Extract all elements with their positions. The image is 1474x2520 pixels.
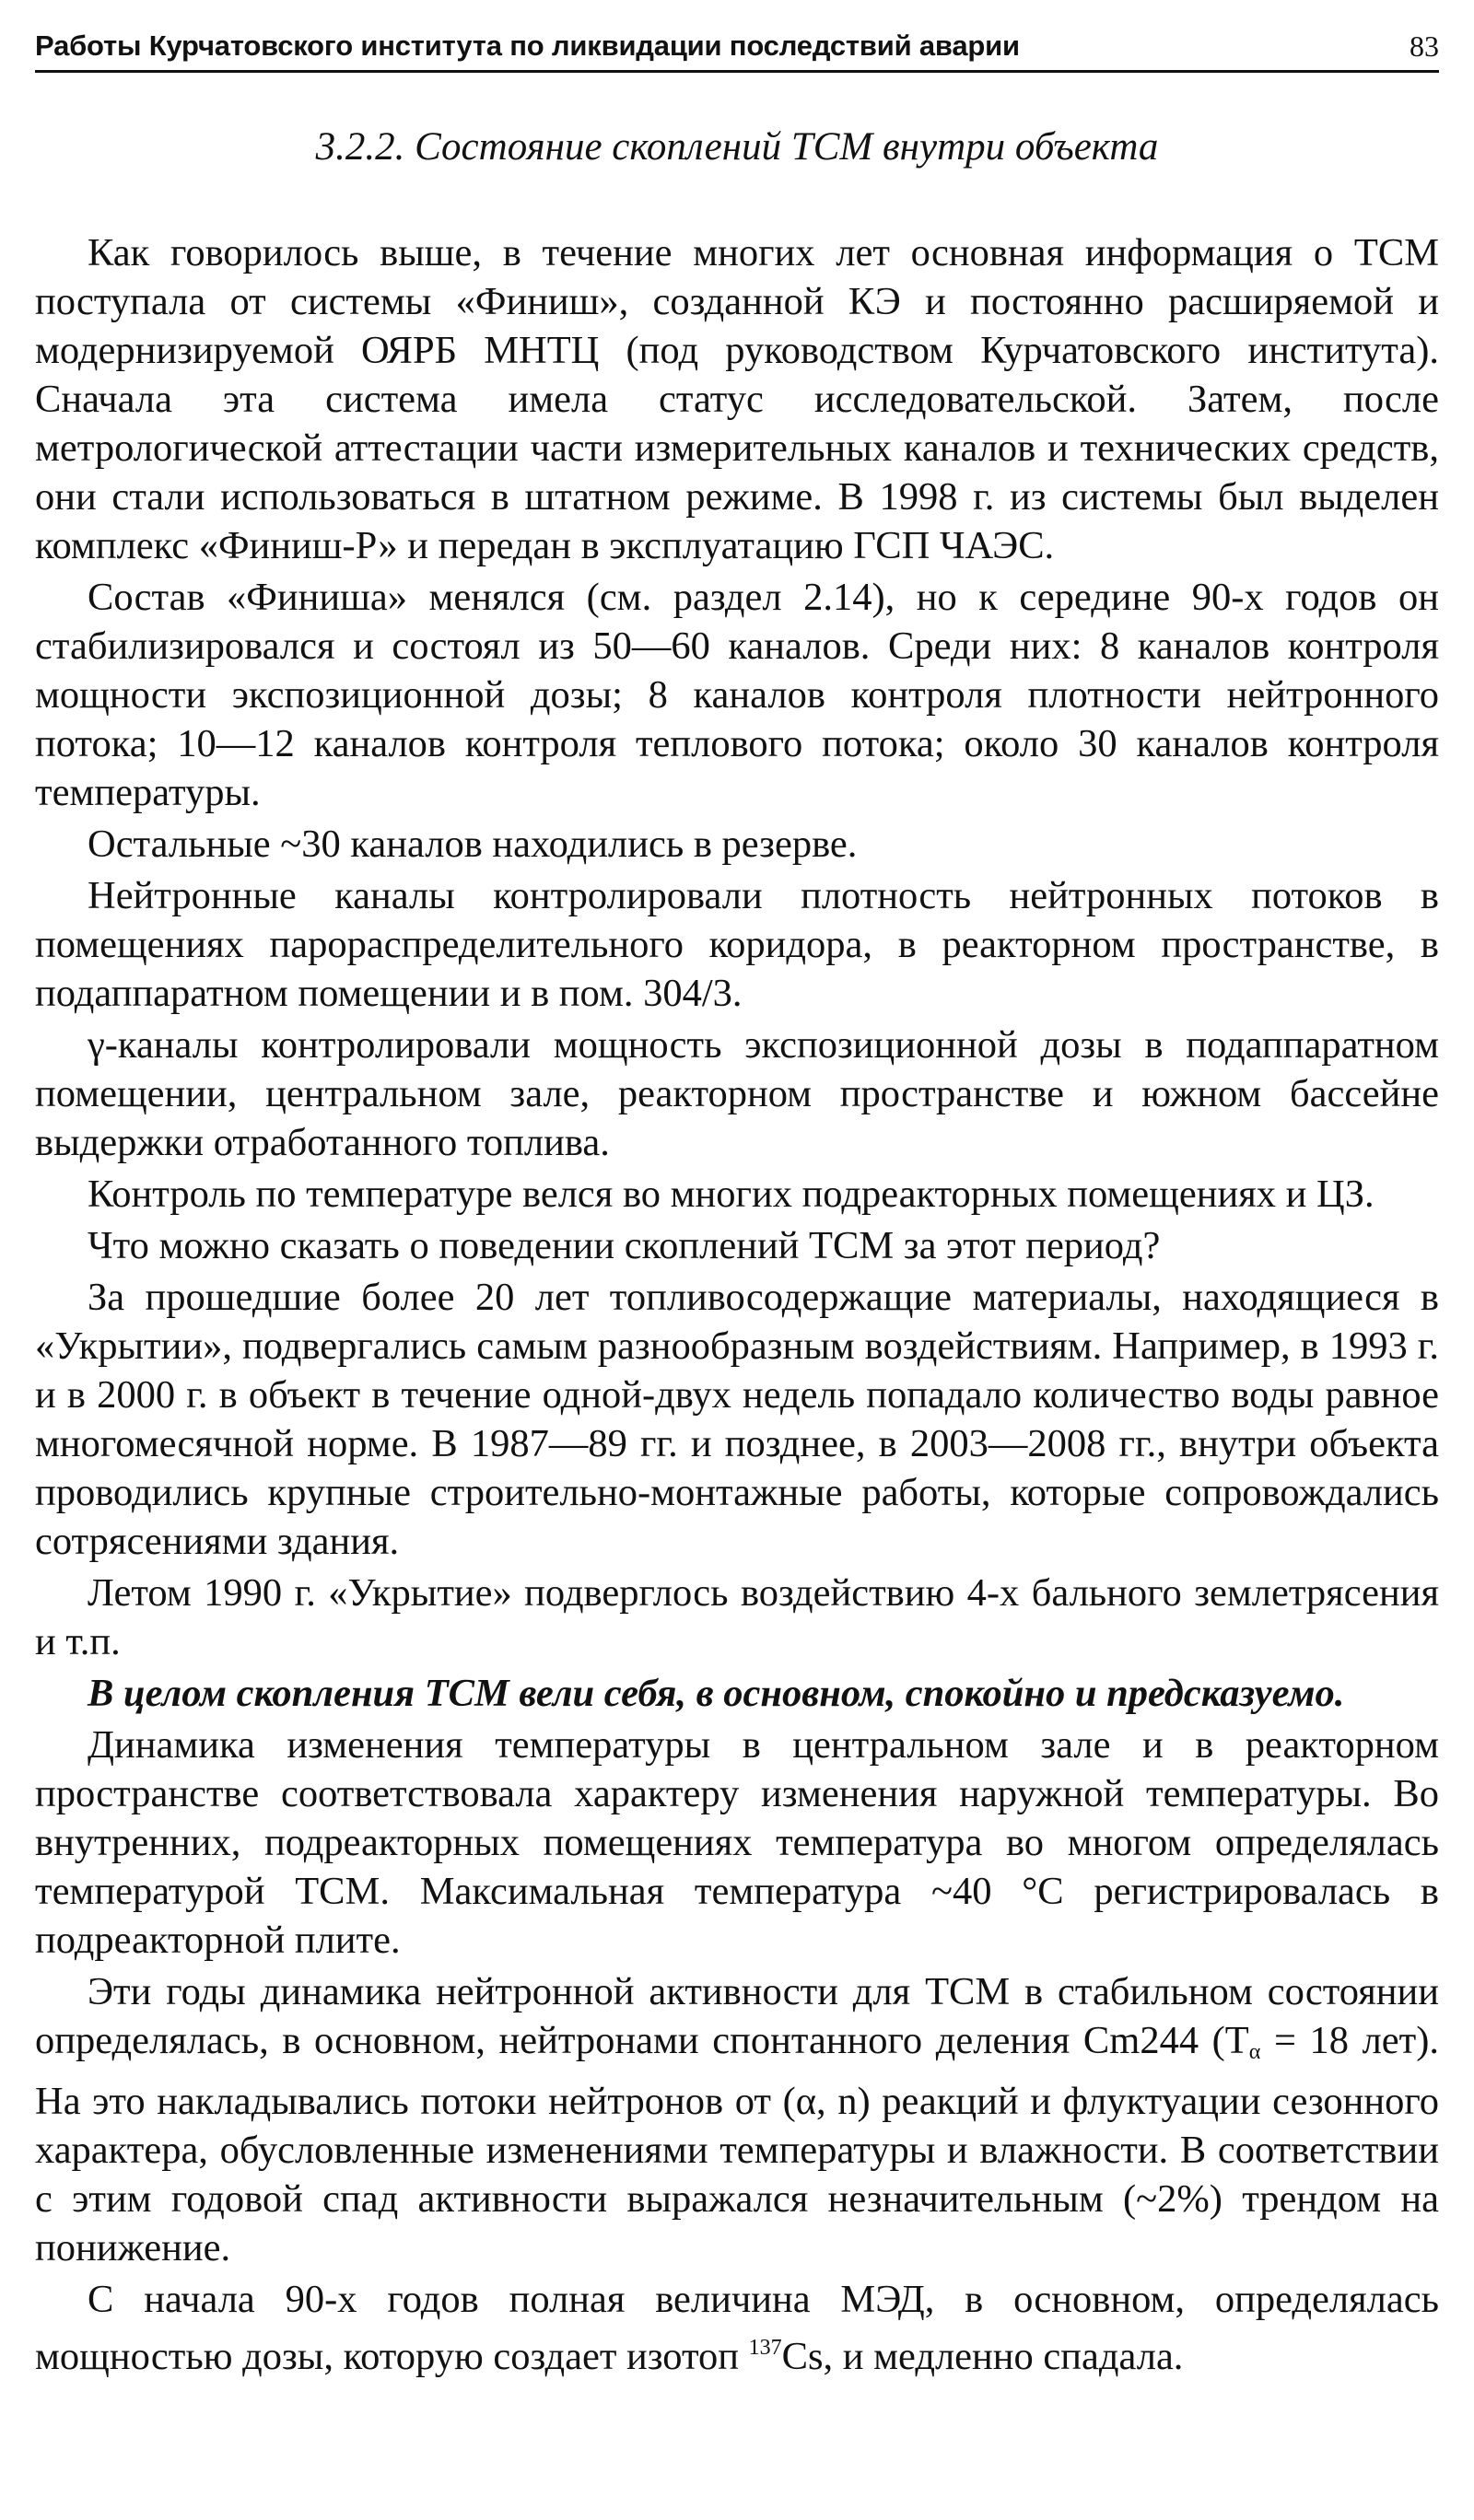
emphasis-statement: В целом скопления ТСМ вели себя, в основном, спокойно и предсказуемо.: [88, 1672, 1345, 1715]
neutron-text-end: = 18 лет). На это накладывались потоки нейтронов от (α, n) реакций и флуктуации сезонного характера, обусловленные изменениями температуры и влажности. В соответствии с этим годовой спад активности выражался незначительным (~2%) трендом на понижение.: [35, 2019, 1439, 2269]
paragraph-neutron-activity: [35, 1967, 1439, 2272]
paragraph-temperature-control: Контроль по температуре велся во многих подреакторных помещениях и ЦЗ.: [88, 1172, 1375, 1216]
paragraph-dose-rate: [35, 2275, 1439, 2381]
isotope-mass-superscript: 137: [748, 2336, 782, 2360]
page-number: 83: [1410, 29, 1439, 63]
paragraph-influences: За прошедшие более 20 лет топливосодержащие материалы, находящиеся в «Укрытии», подвергались самым разнообразным воздействиям. Например, в 1993 г. и в 2000 г. в объект в течение одной-двух недель попадало количество воды равное многомесячной норме. В 1987—89 гг. и позднее, в 2003—2008 гг., внутри объекта проводились крупные строительно-монтажные работы, которые сопровождались сотрясениями здания.: [35, 1276, 1439, 1563]
paragraph-finish-composition: Состав «Финиша» менялся (см. раздел 2.14), но к середине 90-х годов он стабилизировался и состоял из 50—60 каналов. Среди них: 8 каналов контроля мощности экспозиционной дозы; 8 каналов контроля плотности нейтронного потока; 10—12 каналов контроля теплового потока; около 30 каналов контроля температуры.: [35, 576, 1439, 814]
paragraph-finish-system: Как говорилось выше, в течение многих лет основная информация о ТСМ поступала от системы «Финиш», созданной КЭ и постоянно расширяемой и модернизируемой ОЯРБ МНТЦ (под руководством Курчатовского института). Сначала эта система имела статус исследовательской. Затем, после метрологической аттестации части измерительных каналов и технических средств, они стали использоваться в штатном режиме. В 1998 г. из системы был выделен комплекс «Финиш-Р» и передан в эксплуатацию ГСП ЧАЭС.: [35, 231, 1439, 567]
running-title: Работы Курчатовского института по ликвидации последствий аварии: [35, 29, 1020, 62]
section-heading: 3.2.2. Состояние скоплений ТСМ внутри объекта: [315, 125, 1159, 169]
paragraph-gamma-channels: γ-каналы контролировали мощность экспозиционной дозы в подаппаратном помещении, центральном зале, реакторном пространстве и южном бассейне выдержки отработанного топлива.: [35, 1023, 1439, 1164]
dose-text-start: С начала 90-х годов полная величина МЭД, в основном, определялась мощностью дозы, которую создает изотоп: [35, 2278, 1439, 2378]
running-head: [35, 26, 1439, 73]
body-text: [35, 228, 1439, 2381]
paragraph-question: Что можно сказать о поведении скоплений ТСМ за этот период?: [88, 1224, 1161, 1267]
paragraph-reserve-channels: Остальные ~30 каналов находились в резерве.: [88, 822, 858, 866]
neutron-text-start: Эти годы динамика нейтронной активности для ТСМ в стабильном состоянии определялась, в основном, нейтронами спонтанного деления Cm244 (T: [35, 1970, 1439, 2062]
book-page: [35, 26, 1439, 2384]
paragraph-temperature-dynamics: Динамика изменения температуры в центральном зале и в реакторном пространстве соответствовала характеру изменения наружной температуры. Во внутренних, подреакторных помещениях температура во многом определялась температурой ТСМ. Максимальная температура ~40 °C регистрировалась в подреакторной плите.: [35, 1723, 1439, 1962]
paragraph-earthquake: Летом 1990 г. «Укрытие» подверглось воздействию 4-х бального землетрясения и т.п.: [35, 1571, 1439, 1663]
dose-text-end: Cs, и медленно спадала.: [781, 2335, 1184, 2378]
half-life-subscript: α: [1248, 2040, 1261, 2064]
paragraph-neutron-channels: Нейтронные каналы контролировали плотность нейтронных потоков в помещениях парораспределительного коридора, в реакторном пространстве, в подаппаратном помещении и в пом. 304/3.: [35, 874, 1439, 1015]
